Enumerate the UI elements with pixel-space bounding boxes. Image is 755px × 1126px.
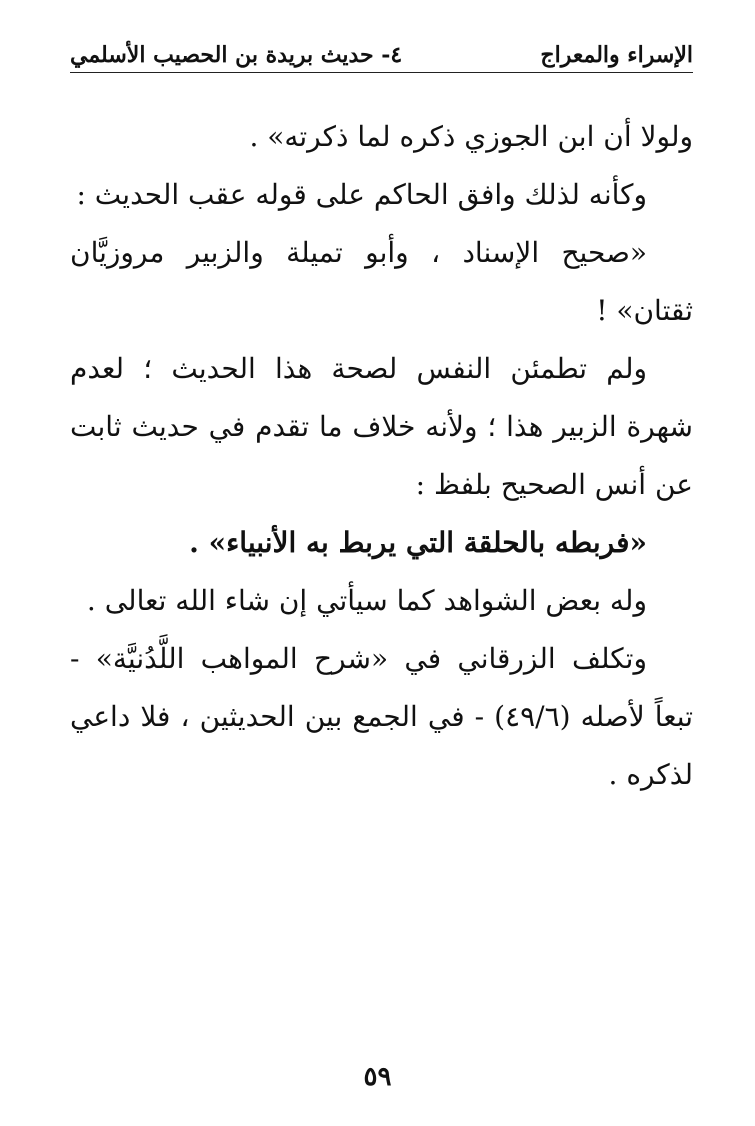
paragraph-2: وكأنه لذلك وافق الحاكم على قوله عقب الحديث : xyxy=(76,178,647,211)
paragraph-4: ولم تطمئن النفس لصحة هذا الحديث ؛ لعدم شهرة الزبير هذا ؛ ولأنه خلاف ما تقدم في حديث ثابت عن أنس الصحيح بلفظ : xyxy=(70,352,693,501)
paragraph-3: «صحيح الإسناد ، وأبو تميلة والزبير مروزيَّان ثقتان» ! xyxy=(70,236,693,327)
paragraph-7: وتكلف الزرقاني في «شرح المواهب اللَّدُنيَّة» - تبعاً لأصله (٤٩/٦) - في الجمع بين الحديثين ، فلا داعي لذكره . xyxy=(70,642,693,791)
body-text xyxy=(70,108,693,804)
book-title: الإسراء والمعراج xyxy=(540,42,693,68)
chapter-title: ٤- حديث بريدة بن الحصيب الأسلمي xyxy=(70,42,403,68)
paragraph-6: وله بعض الشواهد كما سيأتي إن شاء الله تعالى . xyxy=(86,584,647,617)
running-header xyxy=(70,30,693,73)
paragraph-5-quote: «فربطه بالحلقة التي يربط به الأنبياء» . xyxy=(189,526,647,559)
page-number: ٥٩ xyxy=(363,1062,392,1092)
paragraph-1: ولولا أن ابن الجوزي ذكره لما ذكرته» . xyxy=(249,120,693,153)
